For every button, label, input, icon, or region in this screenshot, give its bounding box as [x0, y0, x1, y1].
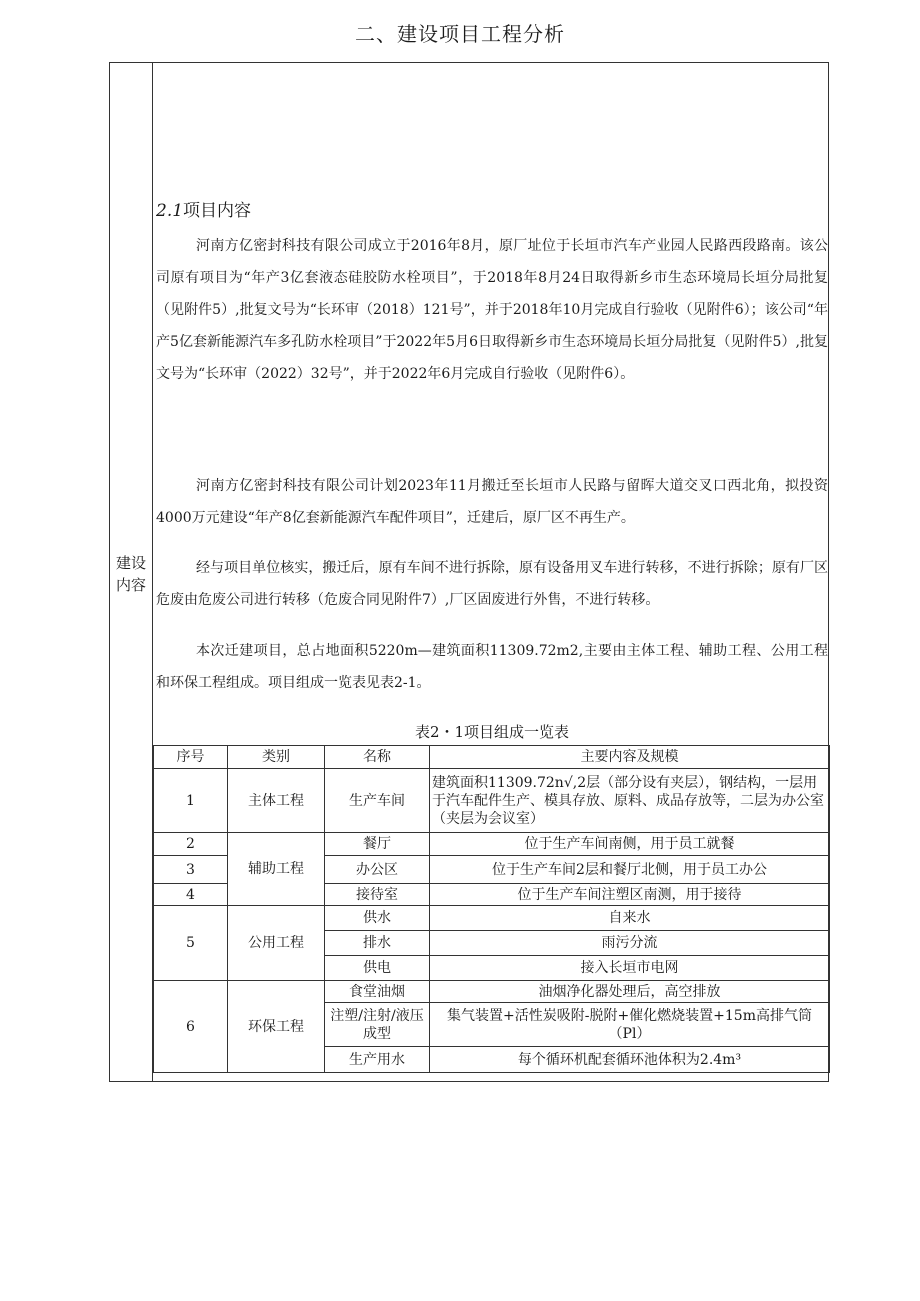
cell-category: 辅助工程 [228, 833, 325, 906]
header-cell: 主要内容及规模 [430, 746, 830, 769]
cell-name: 排水 [325, 931, 430, 956]
cell-no: 5 [154, 906, 228, 981]
cell-name: 生产车间 [325, 769, 430, 833]
table-row [154, 906, 830, 931]
paragraph-3: 经与项目单位核实，搬迁后，原有车间不进行拆除，原有设备用叉车进行转移，不进行拆除；原有厂区危废由危废公司进行转移（危废合同见附件7）,厂区固废进行外售，不进行转移。 [156, 560, 828, 608]
header-cell: 序号 [154, 746, 228, 769]
cell-category: 公用工程 [228, 906, 325, 981]
cell-no: 1 [154, 769, 228, 833]
cell-category: 主体工程 [228, 769, 325, 833]
cell-content: 位于生产车间南侧，用于员工就餐 [430, 833, 830, 856]
cell-name: 办公区 [325, 856, 430, 884]
paragraph-4: 本次迁建项目，总占地面积5220m—建筑面积11309.72m2,主要由主体工程、辅助工程、公用工程和环保工程组成。项目组成一览表见表2-1。 [156, 643, 828, 691]
paragraph-1: 河南方亿密封科技有限公司成立于2016年8月，原厂址位于长垣市汽车产业园人民路西段路南。该公司原有项目为“年产3亿套液态硅胶防水栓项目”，于2018年8月24日取得新乡市生态环境局长垣分局批复（见附件5）,批复文号为“长环审（2018）121号”，并于2018年10月完成自行验收（见附件6）；该公司“年产5亿套新能源汽车多孔防水栓项目”于2022年5月6日取得新乡市生态环境局长垣分局批复（见附件5）,批复文号为“长环审（2022）32号”，并于2022年6月完成自行验收（见附件6）。 [156, 238, 828, 382]
cell-content: 雨污分流 [430, 931, 830, 956]
header-cell: 名称 [325, 746, 430, 769]
project-composition-table [153, 745, 830, 1073]
cell-content: 建筑面积11309.72n√,2层（部分设有夹层），钢结构，一层用于汽车配件生产、模具存放、原料、成品存放等，二层为办公室（夹层为会议室） [430, 769, 830, 833]
cell-name: 食堂油烟 [325, 981, 430, 1003]
cell-content: 自来水 [430, 906, 830, 931]
cell-name: 供水 [325, 906, 430, 931]
table-row [154, 981, 830, 1003]
cell-no: 3 [154, 856, 228, 884]
cell-category: 环保工程 [228, 981, 325, 1073]
cell-content: 位于生产车间2层和餐厅北侧，用于员工办公 [430, 856, 830, 884]
section-title: 项目内容 [183, 201, 252, 221]
section-heading [156, 196, 251, 221]
cell-content: 接入长垣市电网 [430, 956, 830, 981]
cell-no: 2 [154, 833, 228, 856]
paragraph-2: 河南方亿密封科技有限公司计划2023年11月搬迁至长垣市人民路与留晖大道交叉口西北角，拟投资4000万元建设“年产8亿套新能源汽车配件项目”，迁建后，原厂区不再生产。 [156, 478, 828, 526]
cell-no: 4 [154, 884, 228, 906]
cell-name: 供电 [325, 956, 430, 981]
cell-content: 集气装置+活性炭吸附-脱附+催化燃烧装置+15m高排气筒（Pl） [430, 1003, 830, 1047]
cell-content: 油烟净化器处理后，高空排放 [430, 981, 830, 1003]
cell-content: 每个循环机配套循环池体积为2.4m³ [430, 1047, 830, 1073]
section-number: 2.1 [156, 201, 184, 221]
cell-name: 生产用水 [325, 1047, 430, 1073]
table-caption: 表2・1项目组成一览表 [414, 723, 570, 741]
cell-no: 6 [154, 981, 228, 1073]
cell-content: 位于生产车间注塑区南测，用于接待 [430, 884, 830, 906]
table-header-row [154, 746, 830, 769]
page-title: 二、建设项目工程分析 [355, 22, 565, 46]
table-row [154, 833, 830, 856]
cell-name: 注塑/注射/液压成型 [325, 1003, 430, 1047]
side-label: 建设 内容 [115, 554, 146, 594]
header-cell: 类别 [228, 746, 325, 769]
cell-name: 餐厅 [325, 833, 430, 856]
cell-name: 接待室 [325, 884, 430, 906]
table-row [154, 769, 830, 833]
